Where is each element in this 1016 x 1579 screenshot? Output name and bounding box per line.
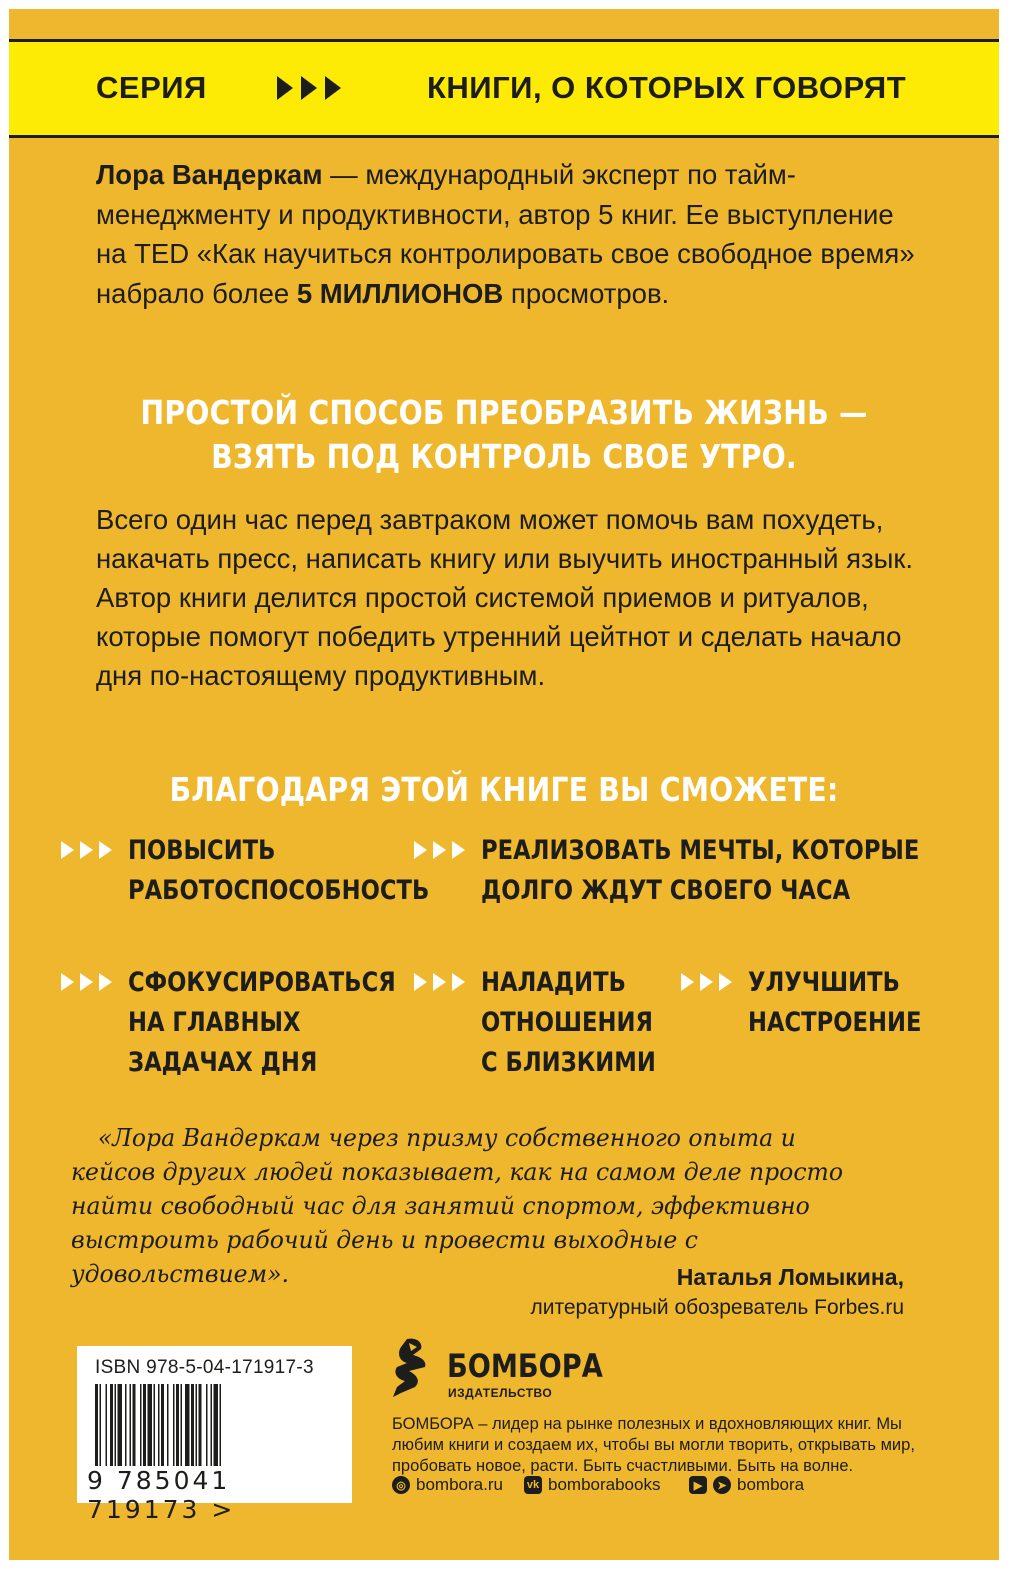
barcode-bar [206,1384,208,1466]
barcode-bar [154,1384,156,1466]
author-name: Лора Вандеркам [96,159,323,190]
social-label: bombora [737,1475,805,1494]
bombora-logo-icon [387,1337,443,1399]
social-link-site[interactable] [392,1475,503,1495]
telegram-icon: ➤ [713,1476,731,1494]
barcode-bar [158,1384,160,1466]
bio-highlight: 5 МИЛЛИОНОВ [296,277,504,309]
headline-line-2: ВЗЯТЬ ПОД КОНТРОЛЬ СВОЕ УТРО. [211,437,797,476]
bio-text-before: — международный эксперт по тайм-менеджменту и продуктивности, автор 5 книг. Ее выступление на TED «Как научиться контролировать свое свободное время» набрало более [96,159,915,309]
benefit-line: С БЛИЗКИМИ [481,1047,656,1078]
barcode-bar [148,1384,153,1466]
barcode-bar [211,1384,213,1466]
benefit-line: ПОВЫСИТЬ [128,835,276,866]
barcode-bar [161,1384,164,1466]
barcode-bar [140,1384,142,1466]
benefit-item [748,963,922,1043]
benefit-line: РЕАЛИЗОВАТЬ МЕЧТЫ, КОТОРЫЕ [481,835,920,866]
benefit-line: ОТНОШЕНИЯ [481,1007,653,1038]
barcode-icon [95,1384,335,1466]
barcode-bar [176,1384,179,1466]
series-label: СЕРИЯ [96,70,207,105]
benefit-line: НАСТРОЕНИЕ [748,1007,922,1038]
author-bio [96,155,926,313]
benefit-line: СФОКУСИРОВАТЬСЯ [128,967,396,998]
quote-author-role: литературный обозреватель Forbes.ru [530,1296,904,1319]
social-link-vk[interactable] [524,1475,660,1495]
bullet-arrows-icon [414,973,465,991]
benefits-heading: БЛАГОДАРЯ ЭТОЙ КНИГЕ ВЫ СМОЖЕТЕ: [169,770,839,809]
book-back-cover [9,9,999,1560]
barcode-bar [199,1384,202,1466]
benefit-line: ЗАДАЧАХ ДНЯ [128,1047,318,1078]
review-quote: «Лора Вандеркам через призму собственного опыта и кейсов других людей показывает, как на самом деле просто найти свободный час для занятий спортом, эффективно выстроить рабочий день и провести выходные с удовольствием». [71,1123,843,1288]
barcode-bar [185,1384,190,1466]
vk-icon: vk [524,1476,542,1494]
barcode-bar [167,1384,169,1466]
barcode-bar [191,1384,194,1466]
publisher-description: БОМБОРА – лидер на рынке полезных и вдохновляющих книг. Мы любим книги и создаем их, чтобы вы могли творить, открывать мир, пробовать новое, расти. Быть счастливыми. Быть на волне. [392,1415,915,1475]
social-label: bombora.ru [416,1475,503,1494]
publisher-name: БОМБОРА [447,1347,603,1385]
barcode-bar [125,1384,127,1466]
benefit-line: НАЛАДИТЬ [481,967,626,998]
bullet-arrows-icon [61,973,112,991]
bullet-arrows-icon [61,841,112,859]
series-banner [9,39,999,138]
barcode-bar [133,1384,136,1466]
barcode-bar [106,1384,108,1466]
benefit-line: РАБОТОСПОСОБНОСТЬ [128,875,430,906]
barcode-bar [115,1384,117,1466]
barcode-bar [173,1384,175,1466]
barcode-bar [130,1384,132,1466]
publisher-subtitle: ИЗДАТЕЛЬСТВО [448,1386,553,1400]
benefit-item [128,831,429,911]
benefit-item [128,963,396,1083]
isbn-barcode-box [77,1346,352,1524]
quote-author: Наталья Ломыкина, [676,1264,904,1290]
barcode-bar [95,1384,98,1466]
benefit-item [481,963,656,1083]
benefit-line: ДОЛГО ЖДУТ СВОЕГО ЧАСА [481,875,851,906]
barcode-bar [181,1384,183,1466]
barcode-bar [220,1384,222,1466]
barcode-bar [143,1384,146,1466]
headline-line-1: ПРОСТОЙ СПОСОБ ПРЕОБРАЗИТЬ ЖИЗНЬ — [140,393,868,432]
series-arrows-icon [277,76,341,100]
barcode-bar [214,1384,219,1466]
barcode-bar [100,1384,102,1466]
barcode-digits: 9 785041 719173 > [87,1466,236,1524]
bio-text-after: просмотров. [503,277,670,309]
social-label: bomborabooks [548,1475,661,1494]
bullet-arrows-icon [414,841,465,859]
isbn-label: ISBN 978-5-04-171917-3 [95,1357,314,1378]
youtube-icon: ▶ [689,1476,707,1494]
benefit-line: УЛУЧШИТЬ [748,967,900,998]
barcode-bar [110,1384,113,1466]
benefit-item [481,831,919,911]
series-name: КНИГИ, О КОТОРЫХ ГОВОРЯТ [427,70,907,105]
globe-icon: ◎ [392,1476,410,1494]
benefit-line: НА ГЛАВНЫХ [128,1007,301,1038]
bullet-arrows-icon [681,973,732,991]
barcode-bar [196,1384,198,1466]
barcode-bar [118,1384,123,1466]
book-description: Всего один час перед завтраком может помочь вам похудеть, накачать пресс, написать книгу или выучить иностранный язык. Автор книги делится простой системой приемов и ритуалов, которые помогут победить утренний цейтнот и сделать начало дня по-настоящему продуктивным. [96,504,914,691]
social-link-youtube-telegram[interactable] [689,1475,804,1495]
